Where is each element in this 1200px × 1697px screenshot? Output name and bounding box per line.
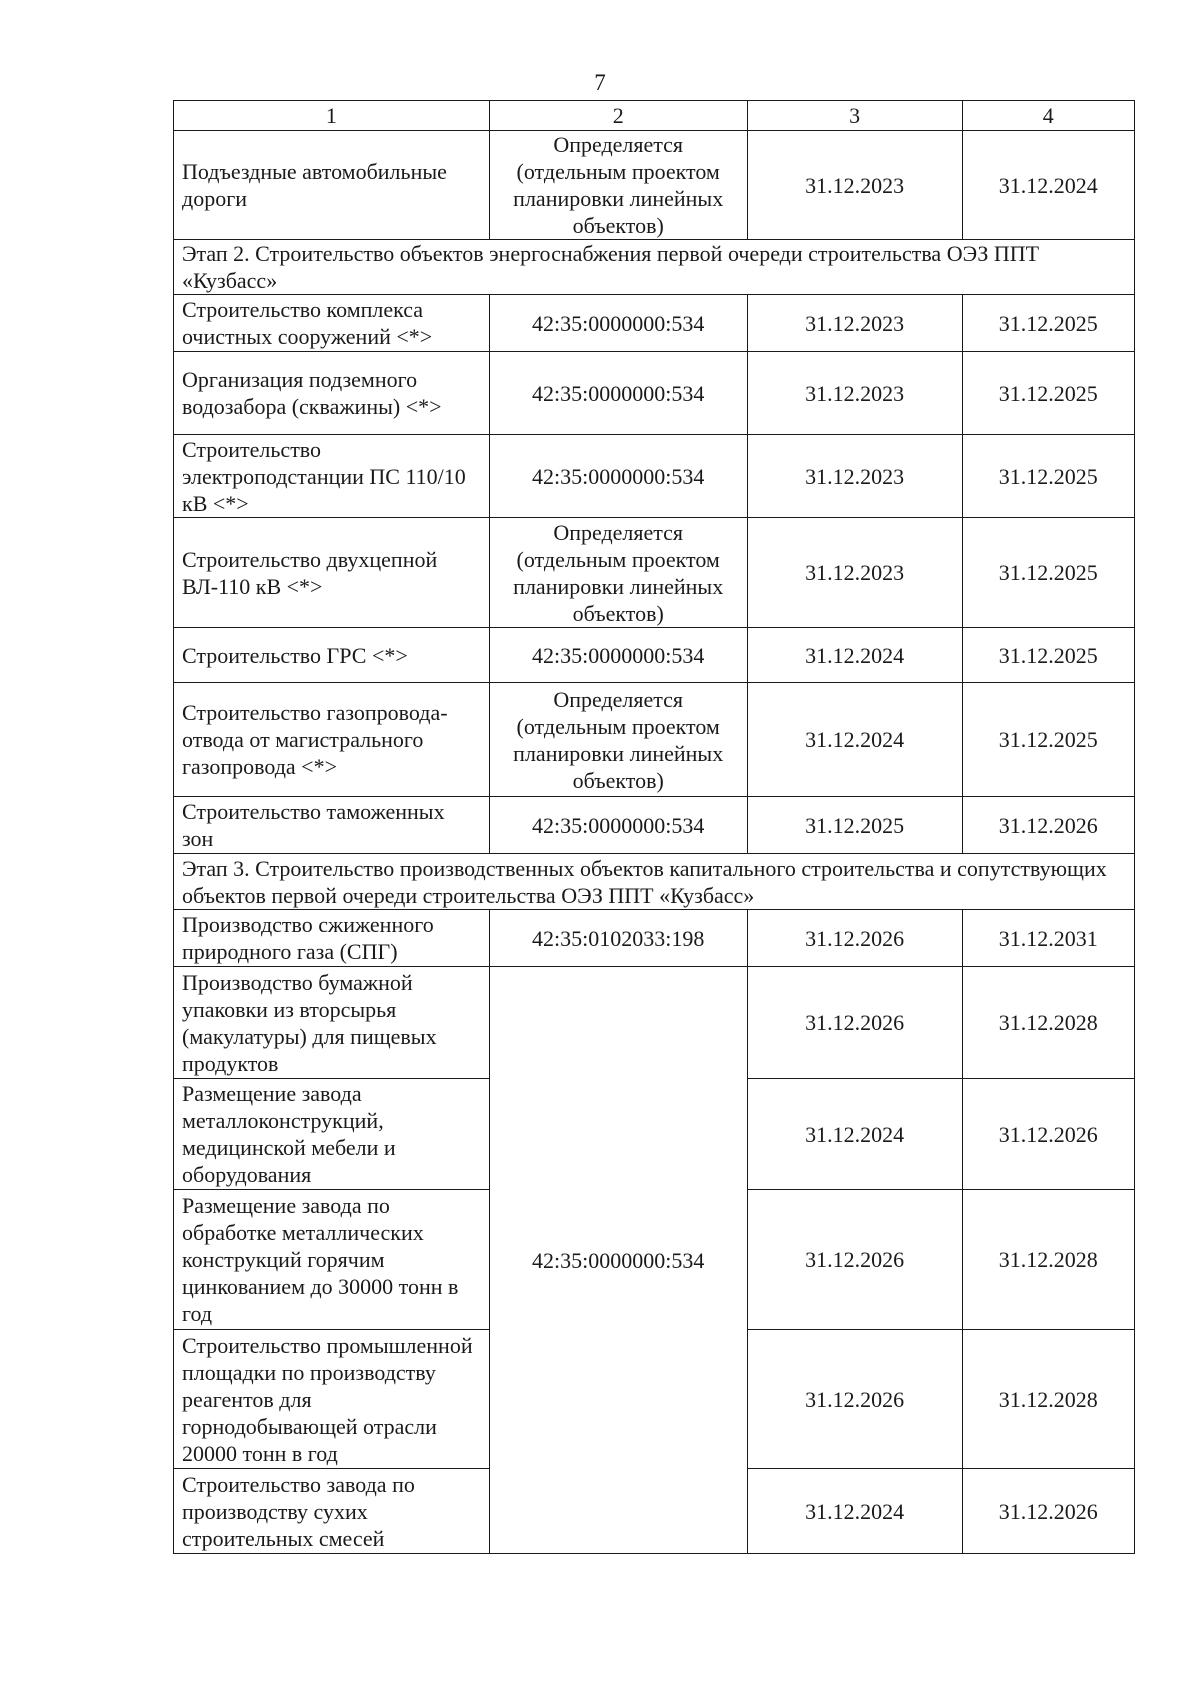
page-number: 7	[594, 70, 606, 95]
start-date-cell: 31.12.2026	[747, 910, 962, 967]
end-date-cell: 31.12.2025	[962, 295, 1134, 352]
header-cell: 2	[489, 101, 747, 131]
object-name-cell: Строительство промышленной площадки по производству реагентов для горнодобывающей отрасли 20000 тонн в год	[174, 1330, 490, 1469]
schedule-table	[173, 100, 1135, 1554]
object-name-cell: Строительство завода по производству сухих строительных смесей	[174, 1469, 490, 1554]
cadastral-cell: 42:35:0000000:534	[489, 797, 747, 854]
start-date-cell: 31.12.2023	[747, 295, 962, 352]
cadastral-cell: Определяется (отдельным проектом планировки линейных объектов)	[489, 518, 747, 628]
table-row	[174, 967, 1135, 1079]
cadastral-cell: Определяется (отдельным проектом планировки линейных объектов)	[489, 131, 747, 240]
object-name-cell: Производство сжиженного природного газа (СПГ)	[174, 910, 490, 967]
end-date-cell: 31.12.2028	[962, 967, 1134, 1079]
header-cell: 3	[747, 101, 962, 131]
cadastral-cell: Определяется (отдельным проектом планировки линейных объектов)	[489, 683, 747, 797]
object-name-cell: Производство бумажной упаковки из вторсырья (макулатуры) для пищевых продуктов	[174, 967, 490, 1079]
start-date-cell: 31.12.2026	[747, 967, 962, 1079]
table-row	[174, 131, 1135, 240]
table-row	[174, 628, 1135, 683]
end-date-cell: 31.12.2025	[962, 518, 1134, 628]
object-name-cell: Организация подземного водозабора (скважины) <*>	[174, 352, 490, 435]
object-name-cell: Размещение завода металлоконструкций, медицинской мебели и оборудования	[174, 1079, 490, 1190]
cadastral-cell: 42:35:0000000:534	[489, 435, 747, 518]
start-date-cell: 31.12.2026	[747, 1330, 962, 1469]
header-cell: 4	[962, 101, 1134, 131]
stage-3-heading: Этап 3. Строительство производственных объектов капитального строительства и сопутствующих объектов первой очереди строительства ОЭЗ ППТ «Кузбасс»	[174, 854, 1135, 910]
table-row	[174, 797, 1135, 854]
start-date-cell: 31.12.2023	[747, 435, 962, 518]
end-date-cell: 31.12.2025	[962, 435, 1134, 518]
start-date-cell: 31.12.2024	[747, 683, 962, 797]
cadastral-cell: 42:35:0000000:534	[489, 352, 747, 435]
end-date-cell: 31.12.2024	[962, 131, 1134, 240]
stage-heading-row	[174, 854, 1135, 910]
end-date-cell: 31.12.2025	[962, 628, 1134, 683]
end-date-cell: 31.12.2025	[962, 683, 1134, 797]
object-name-cell: Строительство двухцепной ВЛ-110 кВ <*>	[174, 518, 490, 628]
header-cell: 1	[174, 101, 490, 131]
merged-cadastral-cell: 42:35:0000000:534	[489, 967, 747, 1554]
start-date-cell: 31.12.2024	[747, 628, 962, 683]
object-name-cell: Строительство ГРС <*>	[174, 628, 490, 683]
table-row	[174, 910, 1135, 967]
start-date-cell: 31.12.2025	[747, 797, 962, 854]
table-row	[174, 352, 1135, 435]
start-date-cell: 31.12.2023	[747, 131, 962, 240]
end-date-cell: 31.12.2028	[962, 1330, 1134, 1469]
cadastral-cell: 42:35:0000000:534	[489, 295, 747, 352]
object-name-cell: Подъездные автомобильные дороги	[174, 131, 490, 240]
object-name-cell: Строительство комплекса очистных сооружений <*>	[174, 295, 490, 352]
object-name-cell: Размещение завода по обработке металлических конструкций горячим цинкованием до 30000 тонн в год	[174, 1190, 490, 1330]
end-date-cell: 31.12.2025	[962, 352, 1134, 435]
end-date-cell: 31.12.2028	[962, 1190, 1134, 1330]
table-row	[174, 295, 1135, 352]
cadastral-cell: 42:35:0000000:534	[489, 628, 747, 683]
cadastral-cell: 42:35:0102033:198	[489, 910, 747, 967]
table-row	[174, 518, 1135, 628]
start-date-cell: 31.12.2026	[747, 1190, 962, 1330]
object-name-cell: Строительство электроподстанции ПС 110/10 кВ <*>	[174, 435, 490, 518]
start-date-cell: 31.12.2023	[747, 518, 962, 628]
table-header-row	[174, 101, 1135, 131]
stage-2-heading: Этап 2. Строительство объектов энергоснабжения первой очереди строительства ОЭЗ ППТ «Кузбасс»	[174, 240, 1135, 295]
end-date-cell: 31.12.2026	[962, 1079, 1134, 1190]
start-date-cell: 31.12.2024	[747, 1469, 962, 1554]
object-name-cell: Строительство газопровода-отвода от магистрального газопровода <*>	[174, 683, 490, 797]
end-date-cell: 31.12.2031	[962, 910, 1134, 967]
object-name-cell: Строительство таможенных зон	[174, 797, 490, 854]
end-date-cell: 31.12.2026	[962, 1469, 1134, 1554]
table-row	[174, 435, 1135, 518]
start-date-cell: 31.12.2024	[747, 1079, 962, 1190]
stage-heading-row	[174, 240, 1135, 295]
end-date-cell: 31.12.2026	[962, 797, 1134, 854]
start-date-cell: 31.12.2023	[747, 352, 962, 435]
table-row	[174, 683, 1135, 797]
